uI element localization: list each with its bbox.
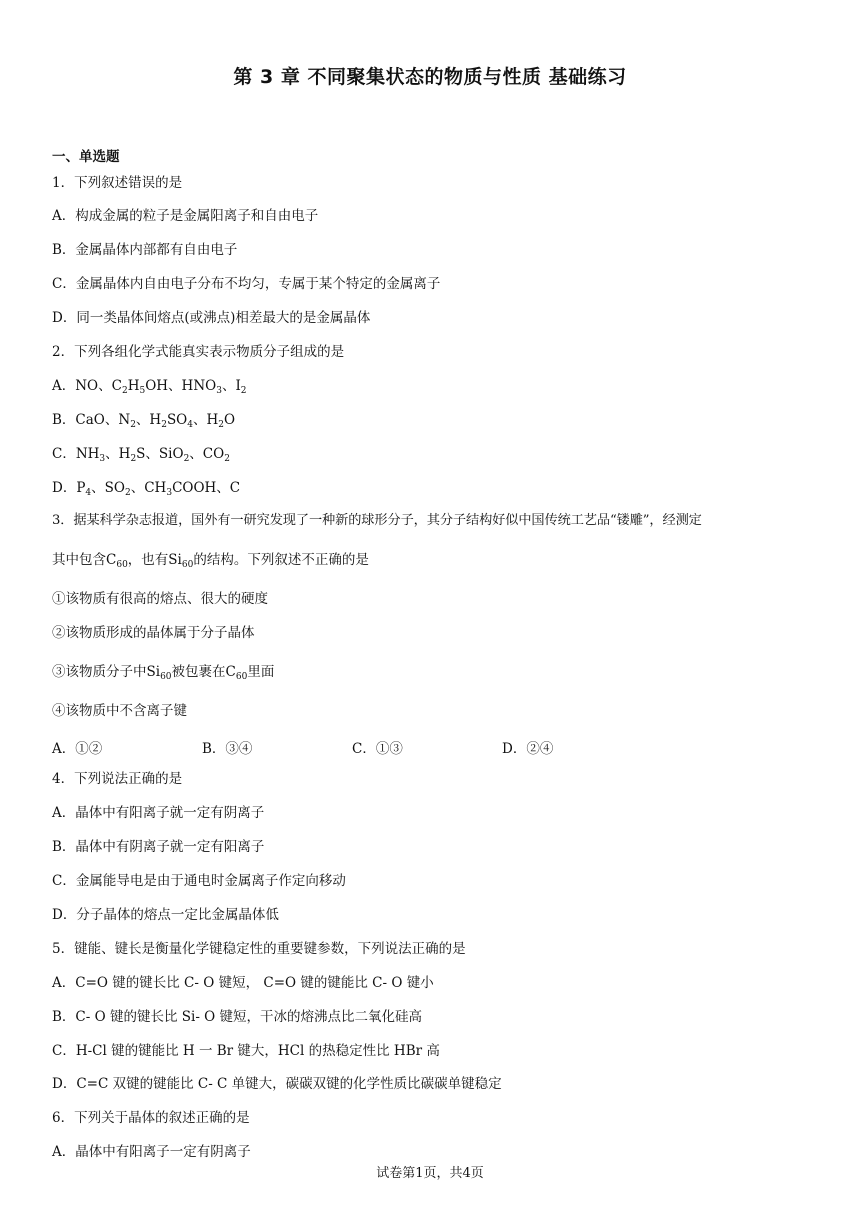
question-6-option-a: A．晶体中有阳离子一定有阴离子 bbox=[52, 1144, 251, 1160]
question-3-option-b: B．③④ bbox=[202, 741, 253, 757]
question-1-option-c: C．金属晶体内自由电子分布不均匀，专属于某个特定的金属离子 bbox=[52, 276, 441, 292]
question-2-option-d: D．$P_4$、$SO_2$、$CH_3COOH$、C bbox=[52, 480, 241, 498]
section-heading: 一、单选题 bbox=[52, 149, 120, 165]
question-1-option-a: A．构成金属的粒子是金属阳离子和自由电子 bbox=[52, 208, 319, 224]
question-3-statement-2: ②该物质形成的晶体属于分子晶体 bbox=[52, 625, 255, 641]
question-1-option-d: D．同一类晶体间熔点(或沸点)相差最大的是金属晶体 bbox=[52, 310, 371, 326]
question-5-option-b: B．C- O 键的键长比 Si- O 键短，干冰的熔沸点比二氧化硅高 bbox=[52, 1009, 423, 1025]
question-2-stem: 2．下列各组化学式能真实表示物质分子组成的是 bbox=[52, 344, 345, 360]
question-5-option-a: A．C=O 键的键长比 C- O 键短， C=O 键的键能比 C- O 键小 bbox=[52, 975, 434, 991]
question-3-option-d: D．②④ bbox=[502, 741, 554, 757]
question-3-statement-4: ④该物质中不含离子键 bbox=[52, 703, 187, 719]
question-1-option-b: B．金属晶体内部都有自由电子 bbox=[52, 242, 238, 258]
question-2-option-b: B．CaO、$N_2$、$H_2SO_4$、$H_2O$ bbox=[52, 412, 236, 430]
question-3-statement-1: ①该物质有很高的熔点、很大的硬度 bbox=[52, 591, 268, 607]
question-4-option-b: B．晶体中有阴离子就一定有阳离子 bbox=[52, 839, 265, 855]
question-4-option-c: C．金属能导电是由于通电时金属离子作定向移动 bbox=[52, 873, 346, 889]
question-2-option-a: A．NO、$C_2H_5OH$、$HNO_3$、$I_2$ bbox=[52, 378, 247, 396]
question-4-option-d: D．分子晶体的熔点一定比金属晶体低 bbox=[52, 907, 279, 923]
question-4-stem: 4．下列说法正确的是 bbox=[52, 771, 183, 787]
page-footer: 试卷第1页，共4页 bbox=[376, 1166, 484, 1181]
question-6-stem: 6．下列关于晶体的叙述正确的是 bbox=[52, 1110, 250, 1126]
question-5-option-d: D．C=C 双键的键能比 C- C 单键大，碳碳双键的化学性质比碳碳单键稳定 bbox=[52, 1076, 502, 1092]
question-3-statement-3: ③该物质分子中$Si_{60}$被包裹在$C_{60}$里面 bbox=[52, 664, 275, 682]
question-3-stem-line-2: 其中包含$C_{60}$，也有$Si_{60}$的结构。下列叙述不正确的是 bbox=[52, 552, 369, 570]
question-2-option-c: C．$NH_3$、$H_2S$、SiO$_2$、$CO_2$ bbox=[52, 446, 230, 464]
question-5-option-c: C．H-Cl 键的键能比 H 一 Br 键大，HCl 的热稳定性比 HBr 高 bbox=[52, 1043, 440, 1059]
question-5-stem: 5．键能、键长是衡量化学键稳定性的重要键参数，下列说法正确的是 bbox=[52, 941, 466, 957]
question-3-stem-line-1: 3．据某科学杂志报道，国外有一研究发现了一种新的球形分子，其分子结构好似中国传统工艺品“镂雕”，经测定 bbox=[52, 513, 702, 528]
page-title: 第 3 章 不同聚集状态的物质与性质 基础练习 bbox=[233, 66, 627, 88]
question-3-option-c: C．①③ bbox=[352, 741, 403, 757]
question-1-stem: 1．下列叙述错误的是 bbox=[52, 175, 183, 191]
question-4-option-a: A．晶体中有阳离子就一定有阴离子 bbox=[52, 805, 265, 821]
question-3-option-a: A．①② bbox=[52, 741, 103, 757]
